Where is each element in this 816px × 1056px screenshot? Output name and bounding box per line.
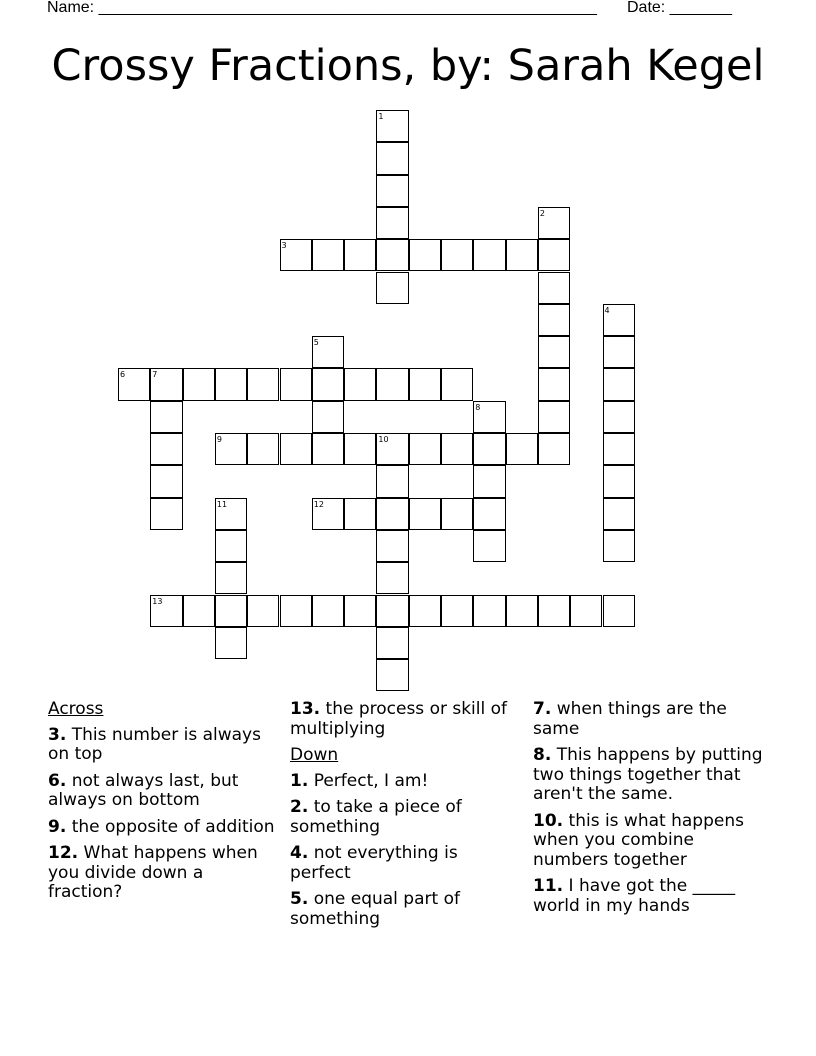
crossword-cell[interactable]	[215, 562, 247, 594]
crossword-cell[interactable]	[473, 530, 505, 562]
clue-number-label: 3	[281, 241, 287, 251]
crossword-cell[interactable]	[376, 272, 408, 304]
crossword-cell[interactable]	[441, 498, 473, 530]
crossword-cell[interactable]	[312, 401, 344, 433]
clues-column-3	[533, 700, 765, 923]
crossword-cell[interactable]	[409, 433, 441, 465]
crossword-cell[interactable]	[376, 239, 408, 271]
clue-number-label: 1	[378, 112, 384, 121]
crossword-cell[interactable]	[344, 433, 376, 465]
crossword-cell[interactable]	[376, 465, 408, 497]
clues-column-1	[48, 700, 280, 910]
clues-column-2	[290, 700, 522, 936]
crossword-cell[interactable]	[441, 595, 473, 627]
crossword-cell[interactable]	[603, 401, 635, 433]
crossword-cell[interactable]	[344, 498, 376, 530]
clue-down-4: 4. not everything is perfect	[290, 843, 458, 883]
crossword-cell[interactable]	[280, 368, 312, 400]
crossword-cell[interactable]	[376, 659, 408, 691]
crossword-cell[interactable]	[376, 530, 408, 562]
crossword-cell[interactable]	[215, 627, 247, 659]
crossword-cell[interactable]	[409, 498, 441, 530]
puzzle-title: Crossy Fractions, by: Sarah Kegel	[51, 41, 765, 91]
crossword-cell[interactable]	[603, 465, 635, 497]
crossword-cell[interactable]	[570, 595, 602, 627]
crossword-cell[interactable]	[183, 368, 215, 400]
crossword-cell[interactable]	[603, 433, 635, 465]
clue-number-label: 5	[313, 338, 319, 348]
clue-number-label: 4	[604, 305, 610, 315]
crossword-cell[interactable]	[538, 368, 570, 400]
crossword-cell[interactable]	[473, 595, 505, 627]
crossword-cell[interactable]	[150, 401, 182, 433]
clue-across-3: 3. This number is always on top	[48, 724, 261, 764]
crossword-cell[interactable]	[280, 595, 312, 627]
crossword-cell[interactable]	[603, 368, 635, 400]
crossword-cell[interactable]	[247, 433, 279, 465]
clue-down-11: 11. I have got the _____ world in my hands	[533, 876, 736, 916]
crossword-cell[interactable]	[150, 433, 182, 465]
crossword-cell[interactable]	[150, 465, 182, 497]
crossword-cell[interactable]	[215, 368, 247, 400]
crossword-cell[interactable]	[376, 627, 408, 659]
name-field: Name: ________________________________________________________	[47, 0, 597, 16]
crossword-cell[interactable]	[538, 304, 570, 336]
crossword-cell[interactable]	[376, 562, 408, 594]
clue-down-1: 1. Perfect, I am!	[290, 770, 429, 791]
crossword-cell[interactable]	[376, 207, 408, 239]
crossword-cell[interactable]	[538, 336, 570, 368]
crossword-cell[interactable]	[312, 595, 344, 627]
crossword-cell[interactable]	[441, 368, 473, 400]
crossword-cell[interactable]	[344, 595, 376, 627]
crossword-cell[interactable]	[312, 239, 344, 271]
clue-number-label: 8	[475, 402, 481, 412]
crossword-cell[interactable]	[473, 239, 505, 271]
crossword-cell[interactable]	[409, 239, 441, 271]
down-heading: Down	[290, 745, 339, 765]
crossword-cell[interactable]	[376, 142, 408, 174]
crossword-cell[interactable]	[506, 595, 538, 627]
crossword-cell[interactable]	[603, 595, 635, 627]
clue-number-label: 10	[378, 435, 389, 444]
crossword-cell[interactable]	[603, 336, 635, 368]
crossword-cell[interactable]	[376, 175, 408, 207]
across-heading: Across	[48, 699, 104, 719]
crossword-cell[interactable]	[312, 433, 344, 465]
clue-number-label: 12	[313, 499, 324, 509]
crossword-cell[interactable]	[603, 498, 635, 530]
clue-across-12: 12. What happens when you divide down a fraction?	[48, 843, 258, 902]
crossword-cell[interactable]	[247, 368, 279, 400]
clue-across-13: 13. the process or skill of multiplying	[290, 699, 508, 739]
crossword-cell[interactable]	[312, 368, 344, 400]
crossword-cell[interactable]	[441, 239, 473, 271]
clue-down-2: 2. to take a piece of something	[290, 797, 462, 837]
clue-number-label: 11	[216, 499, 228, 509]
clue-down-8: 8. This happens by putting two things together that aren't the same.	[533, 745, 763, 804]
clue-across-6: 6. not always last, but always on bottom	[48, 770, 239, 810]
clue-down-5: 5. one equal part of something	[290, 889, 460, 929]
crossword-cell[interactable]	[473, 498, 505, 530]
crossword-cell[interactable]	[344, 239, 376, 271]
crossword-cell[interactable]	[376, 595, 408, 627]
crossword-cell[interactable]	[344, 368, 376, 400]
crossword-cell[interactable]	[538, 433, 570, 465]
clue-number-label: 2	[539, 208, 545, 218]
crossword-cell[interactable]	[473, 465, 505, 497]
crossword-cell[interactable]	[538, 595, 570, 627]
date-field: Date: _______	[627, 0, 732, 16]
crossword-cell[interactable]	[473, 433, 505, 465]
crossword-cell[interactable]	[376, 498, 408, 530]
crossword-cell[interactable]	[441, 433, 473, 465]
clue-number-label: 7	[152, 370, 158, 380]
crossword-cell[interactable]	[538, 401, 570, 433]
clue-down-7: 7. when things are the same	[533, 699, 727, 739]
crossword-cell[interactable]	[215, 530, 247, 562]
clue-number-label: 6	[120, 370, 126, 380]
crossword-cell[interactable]	[215, 595, 247, 627]
crossword-cell[interactable]	[247, 595, 279, 627]
clue-number-label: 9	[216, 435, 222, 444]
clue-number-label: 13	[152, 596, 163, 606]
crossword-cell[interactable]	[603, 530, 635, 562]
crossword-cell[interactable]	[506, 239, 538, 271]
clue-down-10: 10. this is what happens when you combine numbers together	[533, 810, 744, 870]
crossword-cell[interactable]	[183, 595, 215, 627]
crossword-cell[interactable]	[538, 272, 570, 304]
crossword-cell[interactable]	[409, 595, 441, 627]
crossword-cell[interactable]	[376, 368, 408, 400]
crossword-cell[interactable]	[280, 433, 312, 465]
crossword-cell[interactable]	[538, 239, 570, 271]
crossword-cell[interactable]	[150, 498, 182, 530]
clue-across-9: 9. the opposite of addition	[48, 816, 275, 837]
crossword-cell[interactable]	[506, 433, 538, 465]
crossword-cell[interactable]	[409, 368, 441, 400]
